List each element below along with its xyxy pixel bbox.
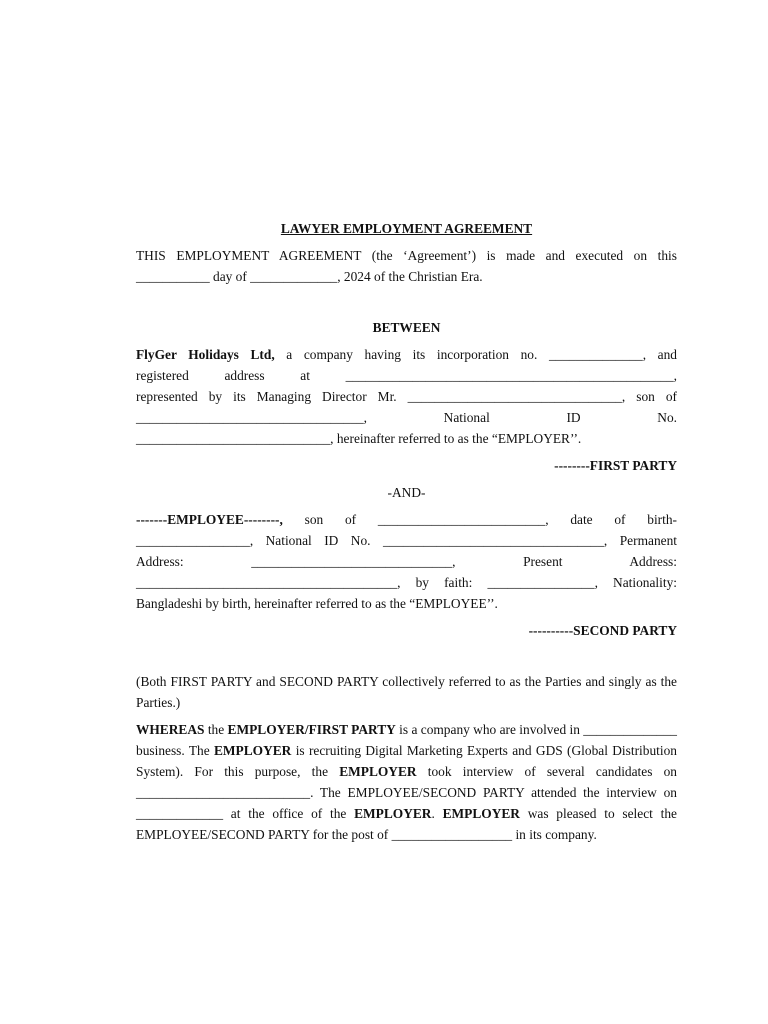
employee-line-4: _______________________________________, by faith: ________________, Nationality: xyxy=(136,575,677,590)
between-heading: BETWEEN xyxy=(372,320,441,335)
employer-paragraph xyxy=(136,344,677,449)
employee-line-1: -------EMPLOYEE--------, son of _________________________, date of birth- xyxy=(136,512,677,527)
document-body xyxy=(136,218,677,845)
employer-line-2: registered address at _________________________________________________, xyxy=(136,368,677,383)
first-party-label: --------FIRST PARTY xyxy=(554,458,677,473)
second-party-label: ----------SECOND PARTY xyxy=(528,623,677,638)
both-parties-paragraph: (Both FIRST PARTY and SECOND PARTY collectively referred to as the Parties and singly as the Parties.) xyxy=(136,674,677,710)
employee-line-5: Bangladeshi by birth, hereinafter referred to as the “EMPLOYEE’’. xyxy=(136,596,498,611)
employer-line-4: __________________________________, National ID No. xyxy=(136,410,677,425)
whereas-paragraph: WHEREAS the EMPLOYER/FIRST PARTY is a company who are involved in ______________ business. The EMPLOYER is recruiting Digital Marketing Experts and GDS (Global Distribution System). For this purpose, the EMPLOYER took interview of several candidates on __________________________. The EMPLOYEE/SECOND PARTY attended the interview on _____________ at the office of the EMPLOYER. EMPLOYER was pleased to select the EMPLOYEE/SECOND PARTY for the post of __________________ in its company. xyxy=(136,722,678,842)
intro-paragraph: THIS EMPLOYMENT AGREEMENT (the ‘Agreement’) is made and executed on this ___________ day of _____________, 2024 of the Christian Era. xyxy=(136,248,677,284)
employee-line-3: Address: ______________________________, Present Address: xyxy=(136,554,677,569)
employee-line-2: _________________, National ID No. _________________________________, Permanent xyxy=(136,533,677,548)
employer-name: FlyGer Holidays Ltd, xyxy=(136,347,275,362)
and-separator: -AND- xyxy=(387,485,426,500)
employer-line-3: represented by its Managing Director Mr. ________________________________, son of xyxy=(136,389,677,404)
document-title: LAWYER EMPLOYMENT AGREEMENT xyxy=(280,221,533,236)
employee-label: -------EMPLOYEE--------, xyxy=(136,512,283,527)
employee-paragraph xyxy=(136,509,677,614)
employer-line-1: FlyGer Holidays Ltd, a company having its incorporation no. ______________, and xyxy=(136,347,677,362)
employer-line-5: _____________________________, hereinafter referred to as the “EMPLOYER’’. xyxy=(136,431,582,446)
